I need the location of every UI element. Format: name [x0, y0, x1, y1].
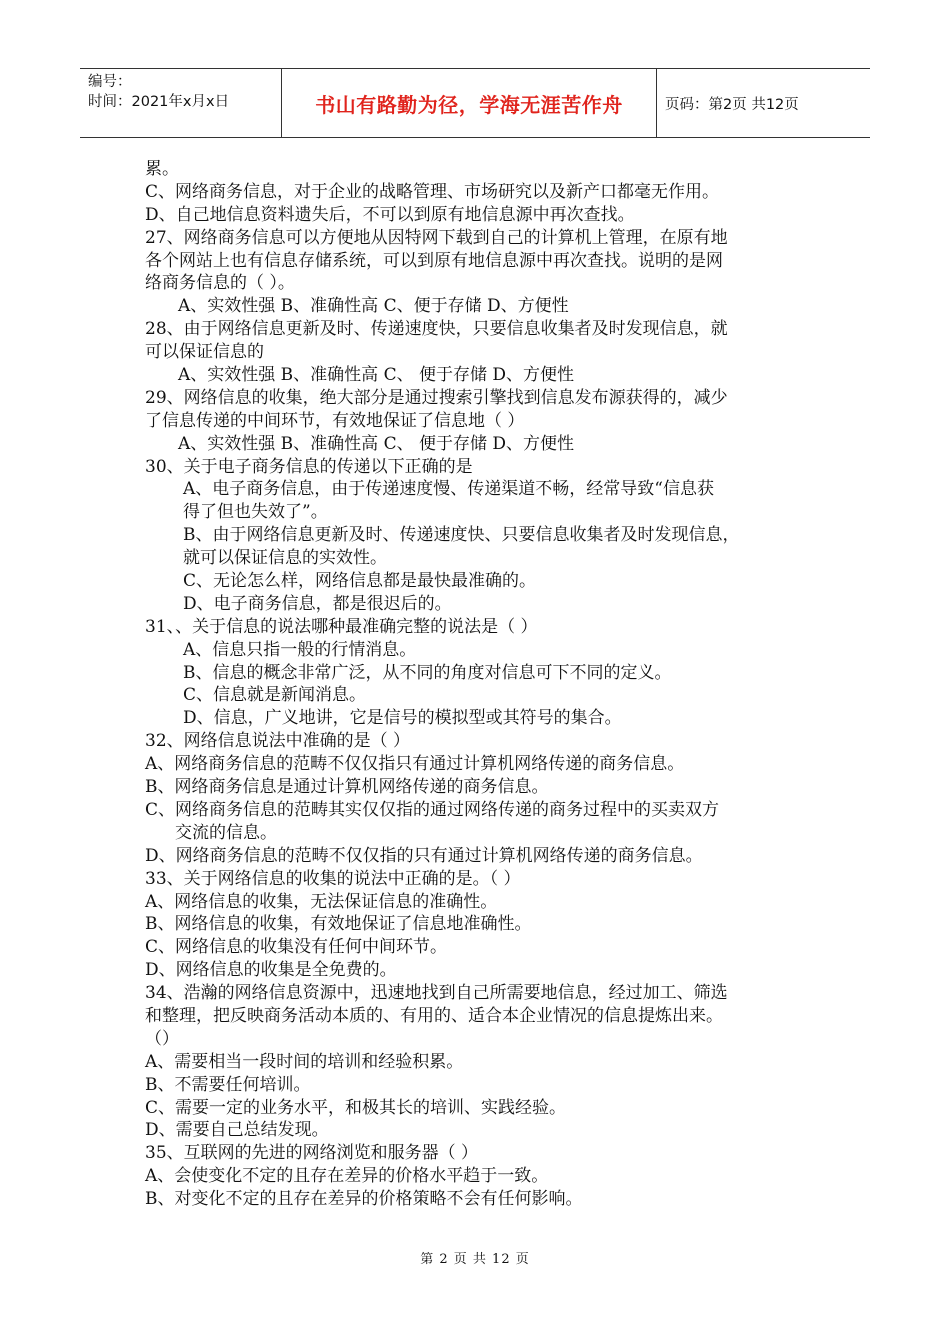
text-line: 30、关于电子商务信息的传递以下正确的是: [145, 456, 473, 477]
text-line: B、网络商务信息是通过计算机网络传递的商务信息。: [145, 777, 549, 798]
text-line: 各个网站上也有信息存储系统，可以到原有地信息源中再次查找。说明的是网: [145, 250, 723, 271]
footer-page-number: 第 2 页 共 12 页: [420, 1252, 530, 1267]
text-line: A、电子商务信息，由于传递速度慢、传递渠道不畅，经常导致“信息获: [183, 479, 714, 500]
text-line: B、网络信息的收集，有效地保证了信息地准确性。: [145, 914, 532, 935]
text-line: A、网络商务信息的范畴不仅仅指只有通过计算机网络传递的商务信息。: [145, 754, 685, 775]
text-line: 33、关于网络信息的收集的说法中正确的是。（ ）: [145, 868, 521, 889]
text-line: 交流的信息。: [175, 822, 277, 843]
header-page-cell: [657, 69, 870, 137]
page-footer: [0, 1248, 950, 1267]
number-label: 编号：: [88, 74, 132, 90]
text-line: 了信息传递的中间环节，有效地保证了信息地（ ）: [145, 410, 525, 431]
text-line: 28、由于网络信息更新及时、传递速度快，只要信息收集者及时发现信息，就: [145, 319, 728, 340]
text-line: A、会使变化不定的且存在差异的价格水平趋于一致。: [145, 1166, 549, 1187]
text-line: B、信息的概念非常广泛，从不同的角度对信息可下不同的定义。: [183, 662, 672, 683]
text-line: 29、网络信息的收集，绝大部分是通过搜索引擎找到信息发布源获得的，减少: [145, 387, 728, 408]
text-line: C、需要一定的业务水平，和极其长的培训、实践经验。: [145, 1097, 567, 1118]
document-body: [145, 158, 825, 1211]
text-line: A、实效性强 B、准确性高 C、便于存储 D、方便性: [178, 296, 569, 317]
text-line: C、网络商务信息的范畴其实仅仅指的通过网络传递的商务过程中的买卖双方: [145, 799, 720, 820]
text-line: D、网络商务信息的范畴不仅仅指的只有通过计算机网络传递的商务信息。: [145, 845, 703, 866]
text-line: 就可以保证信息的实效性。: [183, 548, 387, 569]
text-line: A、需要相当一段时间的培训和经验积累。: [145, 1051, 464, 1072]
text-line: 得了但也失效了”。: [183, 502, 328, 523]
text-line: B、对变化不定的且存在差异的价格策略不会有任何影响。: [145, 1189, 583, 1210]
text-line: 27、网络商务信息可以方便地从因特网下载到自己的计算机上管理，在原有地: [145, 227, 728, 248]
date-label: 时间：2021年x月x日: [88, 94, 230, 110]
text-line: 35、互联网的先进的网络浏览和服务器（ ）: [145, 1143, 479, 1164]
text-line: （）: [145, 1028, 179, 1049]
text-line: A、实效性强 B、准确性高 C、 便于存储 D、方便性: [178, 433, 575, 454]
text-line: C、网络信息的收集没有任何中间环节。: [145, 937, 448, 958]
text-line: C、信息就是新闻消息。: [183, 685, 367, 706]
text-line: B、由于网络信息更新及时、传递速度快、只要信息收集者及时发现信息，: [183, 525, 740, 546]
page-header: [80, 68, 870, 138]
text-line: C、网络商务信息，对于企业的战略管理、市场研究以及新产口都毫无作用。: [145, 181, 720, 202]
text-line: D、网络信息的收集是全免费的。: [145, 960, 397, 981]
text-line: 络商务信息的（ ）。: [145, 273, 295, 294]
text-line: A、网络信息的收集，无法保证信息的准确性。: [145, 891, 498, 912]
text-line: 累。: [145, 159, 179, 179]
motto-text: 书山有路勤为径，学海无涯苦作舟: [315, 92, 623, 117]
text-line: C、无论怎么样，网络信息都是最快最准确的。: [183, 571, 537, 592]
text-line: D、信息，广义地讲，它是信号的模拟型或其符号的集合。: [183, 708, 622, 729]
text-line: D、电子商务信息，都是很迟后的。: [183, 593, 452, 614]
text-line: B、不需要任何培训。: [145, 1074, 311, 1095]
text-line: D、自己地信息资料遗失后，不可以到原有地信息源中再次查找。: [145, 204, 635, 225]
text-line: 可以保证信息的: [145, 342, 264, 363]
text-line: 和整理，把反映商务活动本质的、有用的、适合本企业情况的信息提炼出来。: [145, 1005, 723, 1026]
text-line: 34、浩瀚的网络信息资源中，迅速地找到自己所需要地信息，经过加工、筛选: [145, 983, 728, 1004]
text-line: 31、、关于信息的说法哪种最准确完整的说法是（ ）: [145, 616, 538, 637]
text-line: A、实效性强 B、准确性高 C、 便于存储 D、方便性: [178, 365, 575, 386]
header-meta-cell: [80, 69, 282, 137]
header-motto-cell: [282, 69, 657, 137]
text-line: 32、网络信息说法中准确的是（ ）: [145, 731, 411, 752]
page-number-label: 页码：第2页 共12页: [665, 96, 799, 113]
text-line: D、需要自己总结发现。: [145, 1120, 329, 1141]
text-line: A、信息只指一般的行情消息。: [183, 639, 417, 660]
